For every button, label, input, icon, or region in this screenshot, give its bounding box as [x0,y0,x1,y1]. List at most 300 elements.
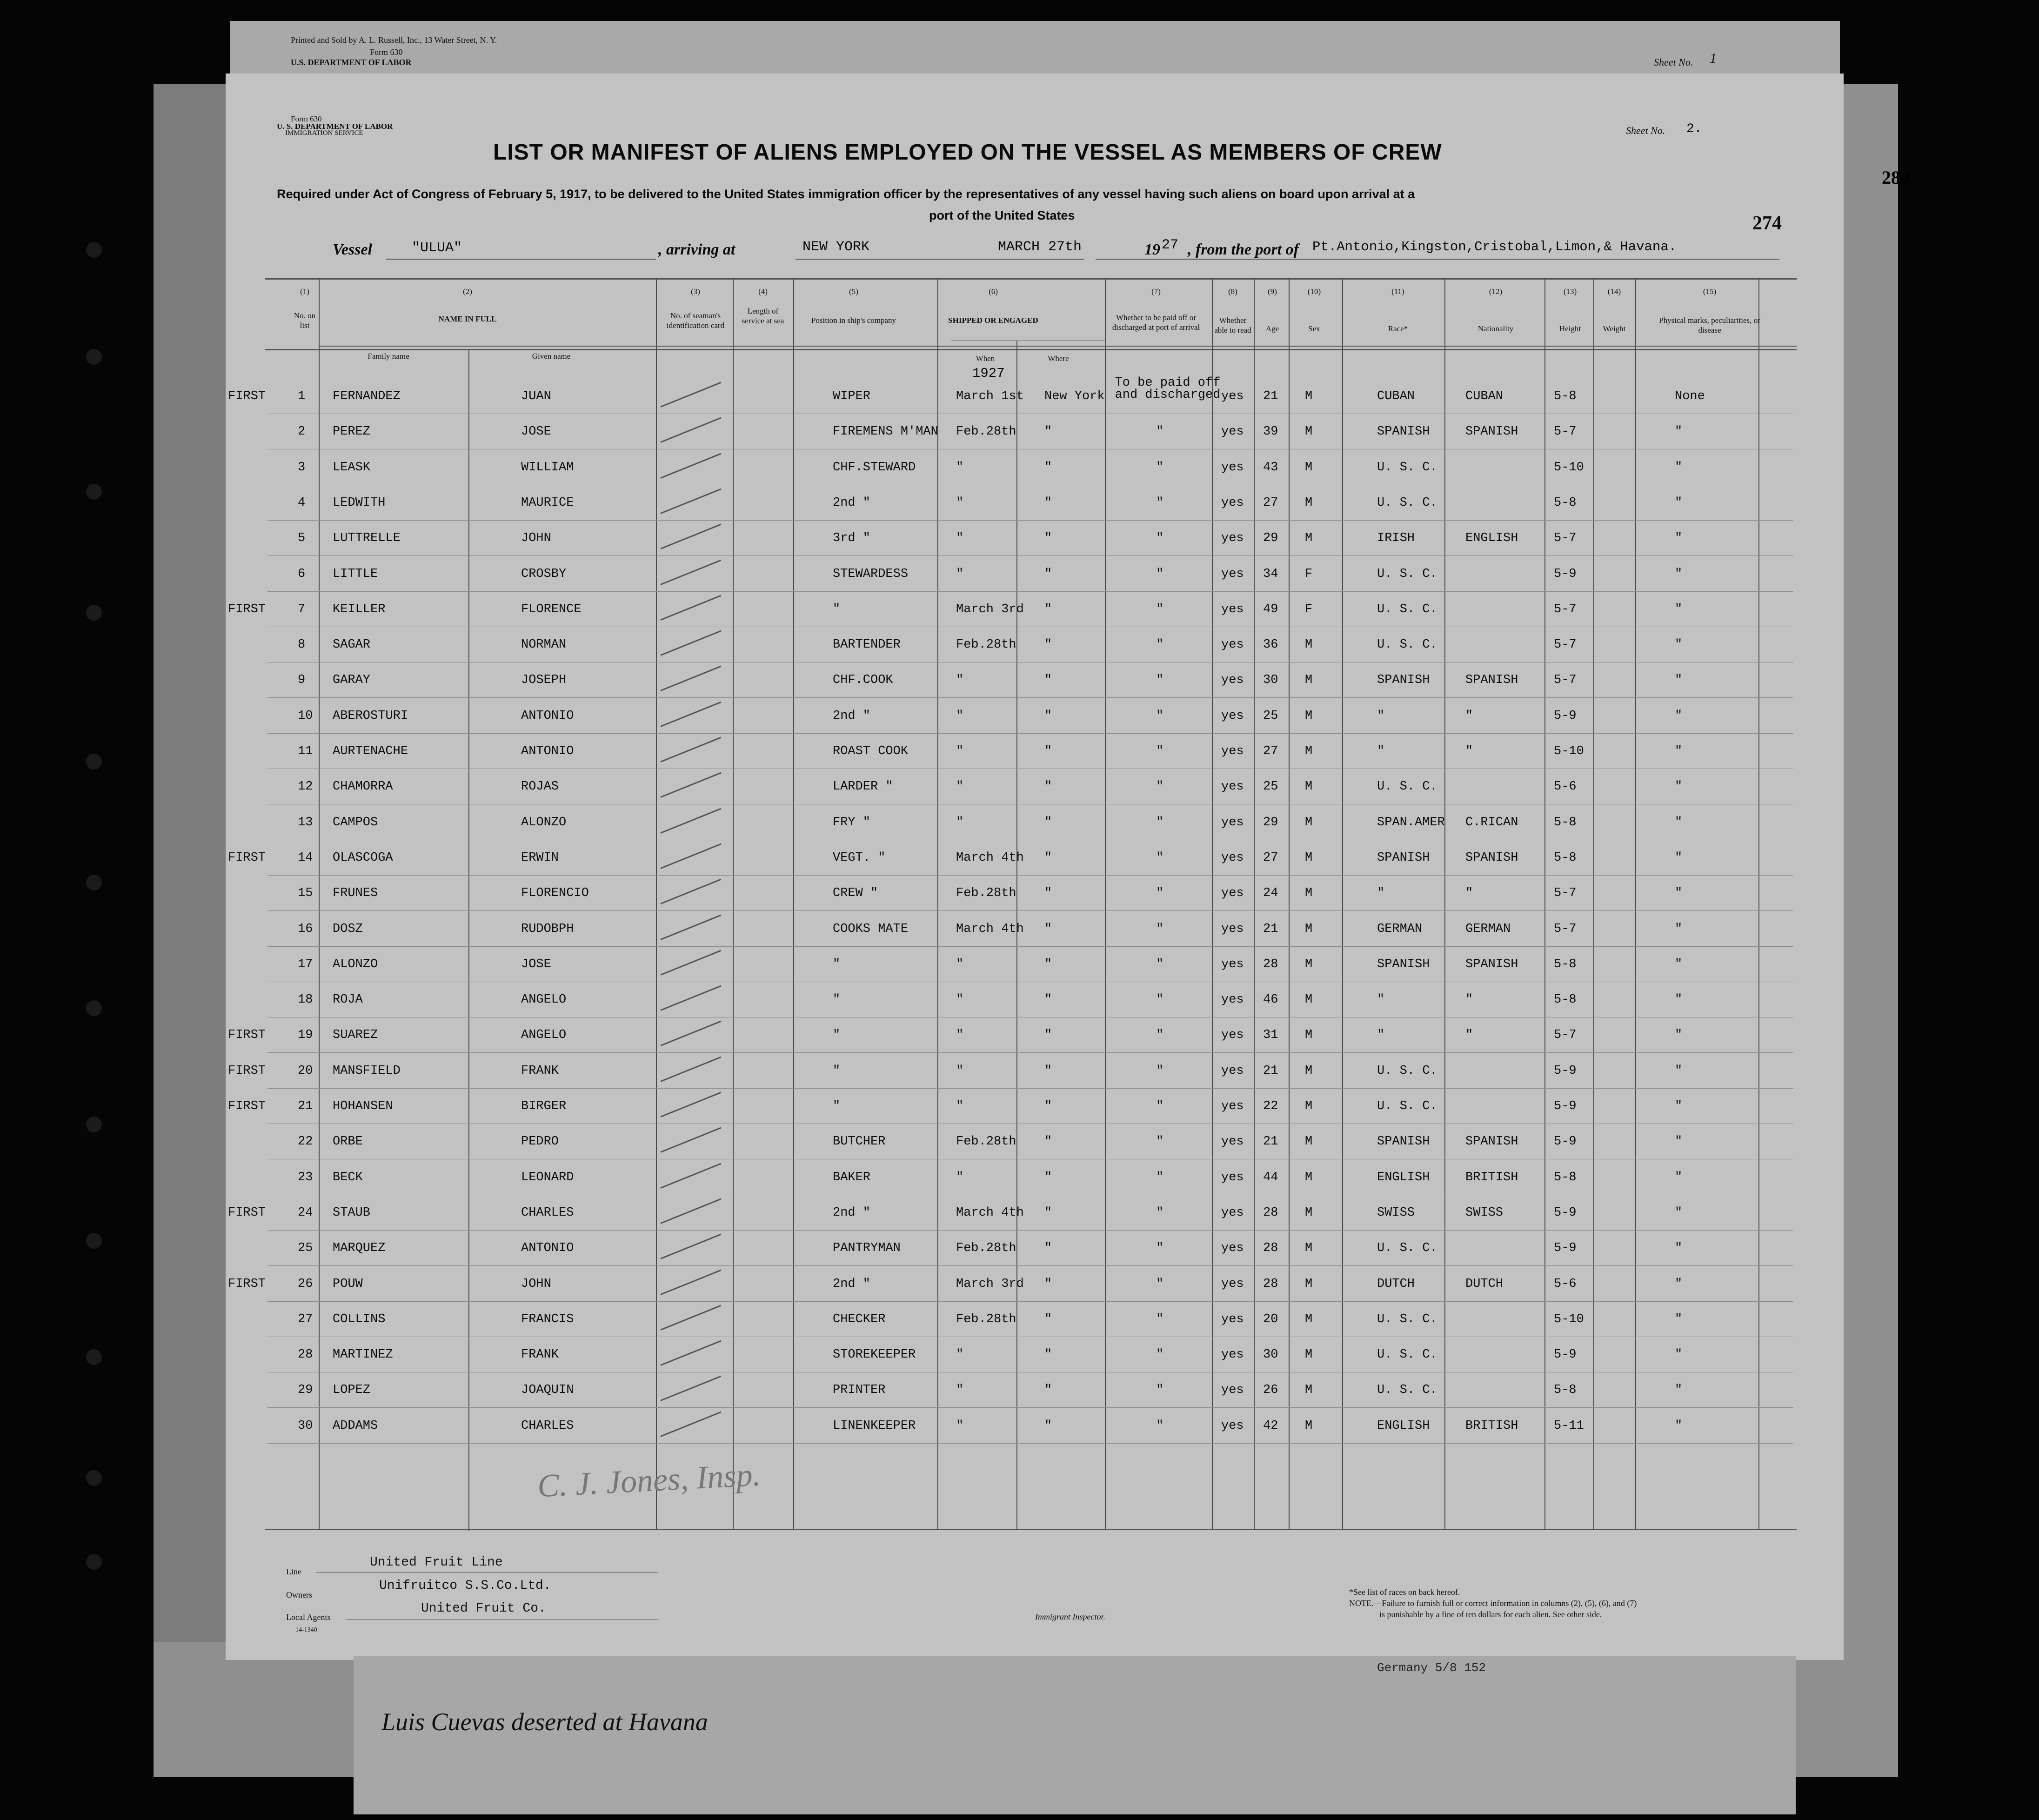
row-number: 26 [298,1277,313,1291]
row-able-to-read: yes [1221,389,1244,403]
column-rule [319,278,320,1530]
row-age: 21 [1263,1135,1278,1149]
row-shipped-where: " [1044,709,1052,723]
row-physical-marks: " [1675,780,1683,794]
row-shipped-where: " [1044,1241,1052,1256]
row-shipped-when: Feb.28th [956,1135,1016,1149]
row-family-name: PEREZ [333,425,371,439]
port-underline [796,259,1084,260]
row-shipped-where: " [1044,1028,1052,1043]
row-mark: FIRST [228,1277,266,1291]
row-age: 21 [1263,1064,1278,1078]
back-printer: Printed and Sold by A. L. Russell, Inc., 13 Water Street, N. Y. [291,35,497,45]
row-age: 27 [1263,495,1278,510]
row-physical-marks: " [1675,993,1683,1007]
row-shipped-when: " [956,957,964,971]
col3-number: (3) [691,287,700,296]
row-able-to-read: yes [1221,744,1244,758]
row-height: 5-7 [1554,886,1577,901]
col7-number: (7) [1151,287,1161,296]
column-rule [1444,278,1445,1530]
row-sex: M [1305,1064,1313,1078]
row-paid-off: " [1156,850,1164,865]
column-rule [1105,278,1106,1530]
column-rule [937,278,938,1530]
binder-hole [86,875,102,890]
row-physical-marks: " [1675,850,1683,865]
row-family-name: LUTTRELLE [333,531,401,546]
row-position: BARTENDER [833,638,901,652]
row-able-to-read: yes [1221,673,1244,688]
binder-hole [86,1554,102,1570]
row-able-to-read: yes [1221,567,1244,581]
row-age: 26 [1263,1383,1278,1398]
row-able-to-read: yes [1221,460,1244,475]
row-sex: M [1305,531,1313,546]
row-shipped-where: " [1044,1170,1052,1184]
row-number: 7 [298,602,306,616]
row-age: 31 [1263,1028,1278,1043]
row-able-to-read: yes [1221,1348,1244,1362]
row-able-to-read: yes [1221,922,1244,936]
row-sex: M [1305,1277,1313,1291]
row-family-name: HOHANSEN [333,1099,393,1113]
row-family-name: ORBE [333,1135,363,1149]
row-height: 5-8 [1554,495,1577,510]
row-paid-off: " [1156,1099,1164,1113]
sheet-label: Sheet No. [1626,125,1665,136]
row-given-name: RUDOBPH [521,922,574,936]
row-able-to-read: yes [1221,709,1244,723]
row-age: 44 [1263,1170,1278,1184]
row-given-name: JOSEPH [521,673,567,688]
row-position: ROAST COOK [833,744,909,758]
row-paid-off: " [1156,1312,1164,1326]
row-physical-marks: " [1675,1205,1683,1220]
row-able-to-read: yes [1221,1241,1244,1256]
row-family-name: AURTENACHE [333,744,408,758]
row-paid-off: " [1156,1064,1164,1078]
year-suffix: 27 [1162,237,1179,253]
pencil-tick [660,879,721,904]
row-race: SPANISH [1377,1135,1430,1149]
row-race: CUBAN [1377,389,1415,403]
row-mark: FIRST [228,389,266,403]
binder-hole [86,242,102,258]
row-given-name: ROJAS [521,780,559,794]
row-shipped-where: " [1044,495,1052,510]
row-given-name: FRANK [521,1064,559,1078]
row-able-to-read: yes [1221,780,1244,794]
back-department: U.S. DEPARTMENT OF LABOR [291,58,412,67]
row-able-to-read: yes [1221,957,1244,971]
row-nationality: DUTCH [1465,1277,1504,1291]
row-given-name: JOSE [521,425,551,439]
row-given-name: ALONZO [521,815,567,830]
col9-heading: Age [1265,324,1279,333]
column-rule [1635,278,1636,1530]
row-number: 30 [298,1419,313,1433]
from-underline [1310,259,1779,260]
row-shipped-when: " [956,815,964,830]
row-age: 43 [1263,460,1278,475]
row-height: 5-8 [1554,389,1577,403]
row-shipped-when: " [956,673,964,688]
row-given-name: FRANK [521,1348,559,1362]
row-family-name: BECK [333,1170,363,1184]
row-given-name: ANGELO [521,993,567,1007]
pencil-tick [660,914,721,940]
row-age: 28 [1263,1277,1278,1291]
row-sex: M [1305,1170,1313,1184]
row-paid-off: " [1156,567,1164,581]
row-physical-marks: " [1675,425,1683,439]
row-rule [267,520,1793,521]
row-able-to-read: yes [1221,1135,1244,1149]
row-shipped-where: " [1044,638,1052,652]
row-shipped-when: March 4th [956,1205,1024,1220]
row-age: 29 [1263,531,1278,546]
row-family-name: COLLINS [333,1312,386,1326]
row-sex: M [1305,673,1313,688]
row-rule [267,1407,1793,1408]
row-given-name: MAURICE [521,495,574,510]
row-given-name: ANTONIO [521,1241,574,1256]
row-height: 5-11 [1554,1419,1584,1433]
row-shipped-where: " [1044,602,1052,616]
sheet-number: 2. [1686,122,1702,136]
row-race: SPAN.AMER [1377,815,1445,830]
row-physical-marks: " [1675,1312,1683,1326]
row-position: " [833,1099,841,1113]
row-number: 6 [298,567,306,581]
pencil-tick [660,1269,721,1295]
pencil-tick [660,985,721,1011]
pencil-tick [660,1127,721,1153]
table-header-border [265,349,1797,350]
col14-heading: Weight [1603,324,1626,333]
col6b-heading: Where [1048,354,1069,363]
row-shipped-where: New York [1044,389,1105,403]
column-rule [656,278,657,1530]
row-age: 39 [1263,425,1278,439]
row-number: 29 [298,1383,313,1398]
row-shipped-where: " [1044,922,1052,936]
row-shipped-where: " [1044,1419,1052,1433]
row-shipped-when: " [956,1170,964,1184]
header-double-line [319,346,1797,347]
form-subtitle-line2: port of the United States [929,208,1075,222]
row-age: 28 [1263,1205,1278,1220]
row-given-name: FLORENCE [521,602,582,616]
row-height: 5-9 [1554,1064,1577,1078]
pencil-tick [660,737,721,763]
row-shipped-when: March 3rd [956,602,1024,616]
deserted-note: Luis Cuevas deserted at Havana [381,1708,708,1736]
row-race: U. S. C. [1377,495,1437,510]
row-nationality: SPANISH [1465,957,1518,971]
row-number: 2 [298,425,306,439]
row-family-name: LOPEZ [333,1383,371,1398]
row-sex: M [1305,815,1313,830]
col3-heading: No. of seaman's identification card [666,311,725,330]
row-age: 24 [1263,886,1278,901]
row-paid-off: " [1156,460,1164,475]
row-paid-off: " [1156,495,1164,510]
vessel-underline [386,259,656,260]
pencil-tick [660,666,721,691]
row-height: 5-8 [1554,815,1577,830]
row-shipped-where: " [1044,673,1052,688]
row-rule [267,1301,1793,1302]
row-position: VEGT. " [833,850,886,865]
row-sex: M [1305,389,1313,403]
row-family-name: ABEROSTURI [333,709,408,723]
row-rule [267,946,1793,947]
row-paid-off: " [1156,1419,1164,1433]
binder-hole [86,1000,102,1016]
row-shipped-where: " [1044,993,1052,1007]
row-height: 5-6 [1554,780,1577,794]
row-position: " [833,602,841,616]
row-race: U. S. C. [1377,567,1437,581]
row-able-to-read: yes [1221,1028,1244,1043]
row-able-to-read: yes [1221,1277,1244,1291]
row-sex: M [1305,850,1313,865]
row-family-name: STAUB [333,1205,371,1220]
row-nationality: SPANISH [1465,1135,1518,1149]
arriving-label: , arriving at [658,241,735,258]
row-number: 20 [298,1064,313,1078]
row-position: BAKER [833,1170,871,1184]
row-given-name: CHARLES [521,1205,574,1220]
owners-value: Unifruitco S.S.Co.Ltd. [379,1579,551,1593]
row-sex: M [1305,495,1313,510]
row-race: IRISH [1377,531,1415,546]
back-sheet-label: Sheet No. [1654,56,1693,68]
row-number: 13 [298,815,313,830]
year-written: 1927 [972,366,1005,381]
row-given-name: WILLIAM [521,460,574,475]
row-sex: M [1305,1135,1313,1149]
row-age: 22 [1263,1099,1278,1113]
row-shipped-when: " [956,1419,964,1433]
row-height: 5-7 [1554,922,1577,936]
row-given-name: JOHN [521,531,551,546]
row-given-name: FLORENCIO [521,886,589,901]
col6a-heading: When [976,354,995,363]
row-nationality: GERMAN [1465,922,1511,936]
row-nationality: " [1465,709,1473,723]
table-bottom-border [265,1529,1797,1530]
col8-heading: Whether able to read [1214,316,1251,335]
pencil-tick [660,1376,721,1401]
row-race: U. S. C. [1377,780,1437,794]
column-rule [1342,278,1343,1530]
pencil-tick [660,524,721,549]
row-number: 3 [298,460,306,475]
row-height: 5-9 [1554,1205,1577,1220]
row-age: 28 [1263,957,1278,971]
row-height: 5-8 [1554,993,1577,1007]
row-shipped-when: " [956,993,964,1007]
table-top-border [265,278,1797,280]
row-nationality: C.RICAN [1465,815,1518,830]
row-number: 4 [298,495,306,510]
row-family-name: ADDAMS [333,1419,378,1433]
pencil-tick [660,1163,721,1188]
col2-heading: NAME IN FULL [438,314,497,323]
col5-heading: Position in ship's company [811,316,896,325]
row-physical-marks: " [1675,1419,1683,1433]
row-position: 2nd " [833,709,871,723]
row-physical-marks: " [1675,815,1683,830]
pencil-tick [660,559,721,585]
row-sex: M [1305,425,1313,439]
form-number: Form 630 [291,114,322,123]
row-shipped-when: " [956,1028,964,1043]
row-physical-marks: None [1675,389,1705,403]
row-position: LINENKEEPER [833,1419,916,1433]
row-sex: M [1305,922,1313,936]
row-shipped-when: March 1st [956,389,1024,403]
row-position: BUTCHER [833,1135,886,1149]
row-physical-marks: " [1675,1383,1683,1398]
footnote-races: *See list of races on back hereof. [1349,1587,1460,1597]
pencil-tick [660,772,721,798]
row-number: 16 [298,922,313,936]
col12-number: (12) [1489,287,1503,296]
col10-number: (10) [1307,287,1321,296]
row-paid-off: " [1156,1170,1164,1184]
pencil-tick [660,1340,721,1366]
col2-number: (2) [463,287,472,296]
row-age: 34 [1263,567,1278,581]
row-race: U. S. C. [1377,1064,1437,1078]
row-able-to-read: yes [1221,1099,1244,1113]
row-position: PRINTER [833,1383,886,1398]
row-given-name: CROSBY [521,567,567,581]
row-mark: FIRST [228,602,266,616]
row-nationality: SPANISH [1465,850,1518,865]
inspector-label: Immigrant Inspector. [1035,1612,1105,1621]
page-title: LIST OR MANIFEST OF ALIENS EMPLOYED ON THE VESSEL AS MEMBERS OF CREW [493,140,1442,165]
row-race: ENGLISH [1377,1170,1430,1184]
row-shipped-where: " [1044,744,1052,758]
row-paid-off: " [1156,1241,1164,1256]
row-able-to-read: yes [1221,1205,1244,1220]
row-position: " [833,957,841,971]
col13-heading: Height [1559,324,1581,333]
row-race: U. S. C. [1377,602,1437,616]
row-nationality: ENGLISH [1465,531,1518,546]
row-shipped-when: Feb.28th [956,638,1016,652]
left-margin-strip [154,84,228,1642]
row-age: 21 [1263,922,1278,936]
row-height: 5-6 [1554,1277,1577,1291]
row-sex: F [1305,602,1313,616]
row-position: STOREKEEPER [833,1348,916,1362]
form-code: 14-1340 [295,1626,317,1633]
row-sex: M [1305,886,1313,901]
row-shipped-when: March 4th [956,922,1024,936]
row-height: 5-7 [1554,602,1577,616]
row-height: 5-9 [1554,1348,1577,1362]
row-physical-marks: " [1675,922,1683,936]
row-position: 3rd " [833,531,871,546]
row-physical-marks: " [1675,1348,1683,1362]
row-nationality: " [1465,744,1473,758]
row-family-name: MANSFIELD [333,1064,401,1078]
row-shipped-when: Feb.28th [956,886,1016,901]
row-mark: FIRST [228,1099,266,1113]
form-subtitle-line1: Required under Act of Congress of February 5, 1917, to be delivered to the United States immigration officer by the representatives of any vessel having such aliens on board upon arrival at a [277,187,1415,201]
row-height: 5-9 [1554,1135,1577,1149]
footnote-penalty: NOTE.—Failure to furnish full or correct information in columns (2), (5), (6), and (7) [1349,1599,1637,1608]
row-position: CHF.STEWARD [833,460,916,475]
row-shipped-where: " [1044,850,1052,865]
row-able-to-read: yes [1221,495,1244,510]
pencil-tick [660,950,721,975]
row-position: CHECKER [833,1312,886,1326]
row-physical-marks: " [1675,709,1683,723]
row-family-name: FRUNES [333,886,378,901]
row-height: 5-7 [1554,638,1577,652]
row-family-name: MARQUEZ [333,1241,386,1256]
row-position: CHF.COOK [833,673,893,688]
stamp-number-top: 280 [1882,167,1910,188]
row-number: 9 [298,673,306,688]
row-race: U. S. C. [1377,1099,1437,1113]
row-shipped-where: " [1044,780,1052,794]
row-physical-marks: " [1675,744,1683,758]
row-paid-off: " [1156,957,1164,971]
row-able-to-read: yes [1221,815,1244,830]
row-position: " [833,1064,841,1078]
row-nationality: BRITISH [1465,1419,1518,1433]
row-family-name: OLASCOGA [333,850,393,865]
row-paid-off: " [1156,1205,1164,1220]
pencil-tick [660,1234,721,1259]
row-race: " [1377,1028,1385,1043]
row-shipped-where: " [1044,1312,1052,1326]
row-paid-off: " [1156,1277,1164,1291]
row-physical-marks: " [1675,1241,1683,1256]
col8-number: (8) [1228,287,1237,296]
row-shipped-when: " [956,531,964,546]
row-able-to-read: yes [1221,886,1244,901]
row-shipped-where: " [1044,1205,1052,1220]
row-physical-marks: " [1675,495,1683,510]
row-paid-off: " [1156,1028,1164,1043]
row-nationality: " [1465,1028,1473,1043]
pencil-tick [660,382,721,408]
col1-number: (1) [300,287,309,296]
row-shipped-where: " [1044,460,1052,475]
row-family-name: CHAMORRA [333,780,393,794]
footnote-penalty-2: is punishable by a fine of ten dollars for each alien. See other side. [1379,1610,1602,1619]
row-physical-marks: " [1675,567,1683,581]
row-able-to-read: yes [1221,638,1244,652]
row-rule [267,1052,1793,1053]
row-given-name: ERWIN [521,850,559,865]
bottom-underlying-sheet [354,1656,1796,1814]
row-number: 15 [298,886,313,901]
pencil-tick [660,417,721,443]
row-able-to-read: yes [1221,425,1244,439]
manifest-sheet [226,74,1910,1660]
col15-heading: Physical marks, peculiarities, or disease [1659,316,1760,335]
